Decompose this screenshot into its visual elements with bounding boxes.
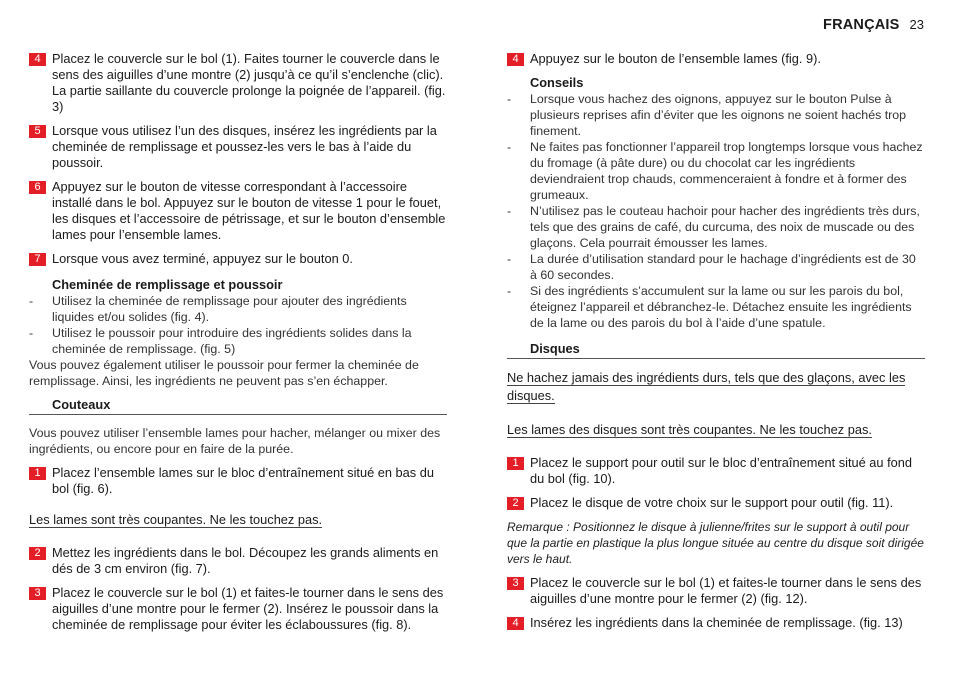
step-item: [29, 179, 447, 243]
step-text: Insérez les ingrédients dans la cheminée de remplissage. (fig. 13): [530, 615, 903, 630]
bullet-item: - La durée d’utilisation standard pour le hachage d’ingrédients est de 30 à 60 secondes.: [507, 252, 916, 282]
step-item: [29, 51, 447, 115]
bullet-text: Ne faites pas fonctionner l’appareil trop longtemps lorsque vous hachez du fromage (à pâte dure) ou du chocolat car les ingrédients deviendraient trop chauds, commenceraient à fondre et à former des grumeaux.: [530, 140, 923, 202]
chimney-note: Vous pouvez également utiliser le poussoir pour fermer la cheminée de remplissage. Ainsi, les ingrédients ne peuvent pas s’en échapper.: [29, 358, 419, 388]
step-number-badge: 7: [29, 253, 46, 266]
step-number-badge: 6: [29, 181, 46, 194]
bullet-text: N’utilisez pas le couteau hachoir pour hacher des ingrédients très durs, tels que des grains de café, du curcuma, des noix de muscade ou des glaçons. Cela pourrait émousser les lames.: [530, 204, 920, 250]
bullet-text: Utilisez la cheminée de remplissage pour ajouter des ingrédients liquides et/ou solides (fig. 4).: [52, 294, 407, 324]
step-text: Placez le couvercle sur le bol (1) et faites-le tourner dans le sens des aiguilles d’une montre pour le fermer (2) (fig. 12).: [530, 575, 922, 606]
step-text: Placez l’ensemble lames sur le bloc d’entraînement situé en bas du bol (fig. 6).: [52, 465, 434, 496]
warning-text: Les lames sont très coupantes. Ne les touchez pas.: [29, 512, 323, 527]
knives-heading: Couteaux: [29, 397, 447, 415]
step-number-badge: 2: [507, 497, 524, 510]
tips-heading: Conseils: [530, 75, 584, 90]
bullet-item: - Lorsque vous hachez des oignons, appuyez sur le bouton Pulse à plusieurs reprises afin d’éviter que les oignons ne soient hachés trop finement.: [507, 92, 907, 138]
bullet-text: La durée d’utilisation standard pour le hachage d’ingrédients est de 30 à 60 secondes.: [530, 252, 916, 282]
knives-intro: Vous pouvez utiliser l’ensemble lames pour hacher, mélanger ou mixer des ingrédients, ou encore pour en faire de la purée.: [29, 426, 441, 456]
step-number-badge: 1: [29, 467, 46, 480]
chimney-heading: Cheminée de remplissage et poussoir: [52, 277, 283, 292]
step-text: Lorsque vous utilisez l’un des disques, insérez les ingrédients par la cheminée de remplissage et poussez-les vers le bas à l’aide du poussoir.: [52, 123, 437, 170]
page-header: [823, 17, 924, 33]
step-number-badge: 3: [29, 587, 46, 600]
step-text: Placez le couvercle sur le bol (1) et faites-le tourner dans le sens des aiguilles d’une montre pour le fermer (2). Insérez le poussoir dans la cheminée de remplissage pour éviter les éclaboussures (fig. 8).: [52, 585, 444, 632]
step-item: [507, 455, 925, 487]
step-number-badge: 3: [507, 577, 524, 590]
step-item: [507, 495, 925, 511]
step-item: [507, 615, 925, 631]
remark-note: Remarque : Positionnez le disque à julienne/frites sur le support à outil pour que la partie en plastique la plus longue située au centre du disque soit dirigée vers le haut.: [507, 520, 924, 566]
step-text: Placez le support pour outil sur le bloc d’entraînement situé au fond du bol (fig. 10).: [530, 455, 913, 486]
bullet-item: - Utilisez la cheminée de remplissage pour ajouter des ingrédients liquides et/ou solides (fig. 4).: [29, 294, 407, 324]
step-number-badge: 4: [507, 53, 524, 66]
bullet-item: - N’utilisez pas le couteau hachoir pour hacher des ingrédients très durs, tels que des grains de café, du curcuma, des noix de muscade ou des glaçons. Cela pourrait émousser les lames.: [507, 204, 920, 250]
left-column: [29, 51, 447, 641]
page-number: 23: [909, 17, 924, 32]
bullet-text: Utilisez le poussoir pour introduire des ingrédients solides dans la cheminée de remplissage. (fig. 5): [52, 326, 412, 356]
step-number-badge: 5: [29, 125, 46, 138]
bullet-text: Lorsque vous hachez des oignons, appuyez sur le bouton Pulse à plusieurs reprises afin d’éviter que les oignons ne soient hachés trop finement.: [530, 92, 907, 138]
step-item: [507, 575, 925, 607]
step-number-badge: 2: [29, 547, 46, 560]
step-number-badge: 1: [507, 457, 524, 470]
bullet-item: - Ne faites pas fonctionner l’appareil trop longtemps lorsque vous hachez du fromage (à pâte dure) ou du chocolat car les ingrédients deviendraient trop chauds, commenceraient à fondre et à former des grumeaux.: [507, 140, 923, 202]
step-item: [29, 585, 447, 633]
step-number-badge: 4: [507, 617, 524, 630]
language-label: FRANÇAIS: [823, 17, 900, 33]
discs-heading: Disques: [507, 341, 925, 359]
step-text: Placez le couvercle sur le bol (1). Faites tourner le couvercle dans le sens des aiguilles d’une montre (2) jusqu’à ce qu’il s’enclenche (clic). La partie saillante du couvercle prolonge la poignée de l’appareil. (fig. 3): [52, 51, 446, 114]
step-item: [29, 545, 447, 577]
bullet-item: - Si des ingrédients s’accumulent sur la lame ou sur les parois du bol, éteignez l’appareil et débranchez-le. Détachez ensuite les ingrédients de la lame ou des parois du bol à l’aide d’une spatule.: [507, 284, 912, 330]
warning-text: Les lames des disques sont très coupantes. Ne les touchez pas.: [507, 422, 872, 437]
step-text: Appuyez sur le bouton de l’ensemble lames (fig. 9).: [530, 51, 821, 66]
step-text: Appuyez sur le bouton de vitesse correspondant à l’accessoire installé dans le bol. Appuyez sur le bouton de vitesse 1 pour le fouet, les disques et l’accessoire de pétrissage, et sur le bouton d’ensemble lames pour l’ensemble lames.: [52, 179, 446, 242]
step-item: [29, 123, 447, 171]
right-column: [507, 51, 925, 639]
bullet-text: Si des ingrédients s’accumulent sur la lame ou sur les parois du bol, éteignez l’appareil et débranchez-le. Détachez ensuite les ingrédients de la lame ou des parois du bol à l’aide d’une spatule.: [530, 284, 912, 330]
step-item: [29, 251, 447, 267]
step-text: Placez le disque de votre choix sur le support pour outil (fig. 11).: [530, 495, 894, 510]
step-item: [29, 465, 447, 497]
step-number-badge: 4: [29, 53, 46, 66]
step-text: Lorsque vous avez terminé, appuyez sur le bouton 0.: [52, 251, 353, 266]
warning-text: Ne hachez jamais des ingrédients durs, tels que des glaçons, avec les disques.: [507, 370, 906, 403]
bullet-item: - Utilisez le poussoir pour introduire des ingrédients solides dans la cheminée de remplissage. (fig. 5): [29, 326, 412, 356]
step-text: Mettez les ingrédients dans le bol. Découpez les grands aliments en dés de 3 cm environ (fig. 7).: [52, 545, 439, 576]
step-item: [507, 51, 925, 67]
